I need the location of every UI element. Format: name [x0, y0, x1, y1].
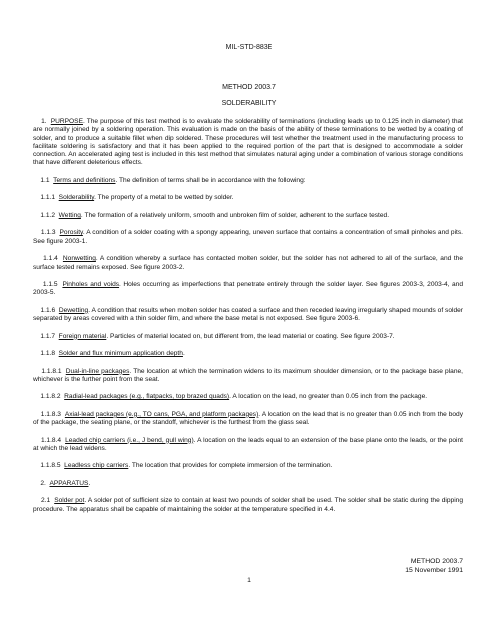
paragraph-text: . A location on the leads equal to an extension of the base plane onto the leads, or the point at which the lead widens.: [33, 436, 464, 452]
paragraph-heading: Leadless chip carriers: [64, 462, 129, 470]
paragraph-number: 2.: [40, 479, 46, 487]
paragraph-number: 1.1.8.4: [40, 436, 62, 444]
paragraph: [33, 307, 463, 324]
paragraph-text: . A condition whereby a surface has contacted molten solder, but the solder has not adhered to all of the surface, and the surface tested remains exposed. See figure 2003-2.: [33, 255, 463, 271]
page-number: 1: [247, 577, 251, 584]
method-number: METHOD 2003.7: [222, 84, 276, 91]
paragraph-number: 1.1.1: [40, 194, 55, 202]
paragraph-heading: Wetting: [58, 211, 81, 219]
paragraph-number: 1.1.4: [43, 255, 58, 263]
paragraph-number: 1.: [41, 118, 47, 125]
paragraph: [33, 437, 463, 454]
paragraph-text: . Particles of material located on, but different from, the lead material or coating. See figure 2003-7.: [106, 332, 395, 340]
paragraph-heading: Porosity: [59, 229, 83, 237]
footer: [405, 557, 463, 575]
paragraph: [33, 229, 463, 246]
document-body: [33, 118, 463, 523]
paragraph-heading: Dual-in-line packages: [65, 367, 130, 375]
paragraph-number: 1.1.8.1: [41, 367, 62, 375]
paragraph-heading: Terms and definitions: [53, 176, 116, 184]
paragraph-number: 1.1.8.2: [40, 393, 61, 401]
paragraph-number: 1.1.3: [40, 229, 56, 237]
paragraph-text: . A solder pot of sufficient size to contain at least two pounds of solder shall be used. The solder shall be static during the dipping procedure. The apparatus shall be capable of maintaining the solder at the temperature specified in 4.4.: [33, 497, 464, 513]
paragraph-text: . The formation of a relatively uniform, smooth and unbroken film of solder, adherent to the surface tested.: [80, 211, 390, 219]
paragraph: [33, 212, 463, 220]
paragraph-text: . A condition of a solder coating with a spongy appearing, uneven surface that contains a concentration of small pinholes and pits. See figure 2003-1.: [33, 229, 463, 245]
paragraph-number: 2.1: [41, 497, 51, 505]
paragraph-text: . The purpose of this test method is to evaluate the solderability of terminations (including leads up to 0.125 inch in diameter) that are normally joined by a soldering operation. This evaluation is made on the basis of the ability of these terminations to be wetted by a coating of solder, and to produce a suitable fillet when dip soldered. These procedures will test whether the treatment used in the manufacturing process to facilitate soldering is satisfactory and that it has been applied to the required portion of the part that is designed to accommodate a solder connection. An accelerated aging test is included in this test method that simulates natural aging under a combination of various storage conditions that have different deleterious effects.: [33, 118, 463, 167]
paragraph-heading: Foreign material: [58, 332, 107, 340]
paragraph-number: 1.1.2: [40, 211, 55, 219]
paragraph-text: .: [182, 350, 185, 358]
paragraph-number: 1.1.8: [40, 350, 55, 358]
paragraph: [33, 480, 463, 488]
paragraph-heading: Radial-lead packages (e.g., flatpacks, top brazed quads): [64, 393, 230, 401]
paragraph-heading: Leaded chip carriers (i.e., J bend, gull wing): [65, 436, 194, 444]
paragraph: [33, 368, 463, 385]
paragraph-text: . The property of a metal to be wetted by solder.: [94, 194, 234, 202]
paragraph: [33, 194, 463, 202]
paragraph-number: 1.1.8.5: [40, 462, 61, 470]
paragraph-heading: Pinholes and voids: [62, 280, 120, 288]
paragraph-text: . A location on the lead that is no greater than 0.05 inch from the body of the package, the seating plane, or the standoff, whichever is the furthest from the glass seal.: [33, 410, 464, 427]
paragraph-text: . The location at which the termination widens to its maximum shoulder dimension, or to the package base plane, whichever is the further point from the seat.: [33, 367, 464, 383]
paragraph-text: . A location on the lead, no greater than 0.05 inch from the package.: [229, 393, 428, 401]
paragraph-heading: Solder pot: [54, 497, 85, 505]
paragraph-heading: Dewetting: [58, 306, 89, 314]
paragraph: [33, 462, 463, 470]
paragraph: [33, 411, 463, 428]
paragraph-number: 1.1: [40, 176, 50, 184]
paragraph-text: . The location that provides for complete immersion of the termination.: [128, 462, 333, 470]
paragraph-number: 1.1.7: [40, 332, 55, 340]
paragraph-heading: Solderability: [58, 194, 95, 202]
paragraph-heading: Nonwetting: [62, 255, 96, 263]
paragraph-number: 1.1.5: [42, 280, 58, 288]
paragraph: [33, 118, 463, 168]
paragraph: [33, 497, 463, 514]
footer-date: 15 November 1991: [405, 567, 463, 574]
paragraph: [33, 333, 463, 341]
paragraph-text: .: [88, 479, 91, 487]
paragraph: [33, 393, 463, 401]
paragraph-text: . The definition of terms shall be in accordance with the following:: [115, 176, 306, 184]
page-title: SOLDERABILITY: [221, 100, 277, 107]
paragraph-heading: PURPOSE: [50, 118, 83, 125]
paragraph: [33, 177, 463, 185]
standard-number: MIL-STD-883E: [225, 44, 273, 51]
paragraph-heading: APPARATUS: [49, 479, 89, 487]
paragraph-number: 1.1.6: [40, 306, 56, 314]
paragraph: [33, 350, 463, 358]
footer-method: METHOD 2003.7: [410, 558, 463, 565]
paragraph-text: . A condition that results when molten solder has coated a surface and then receded leaving irregularly shaped mounds of solder separated by areas covered with a thin solder film, and where the base metal is not exposed. See figure 2003-6.: [33, 306, 464, 323]
paragraph: [33, 281, 463, 298]
paragraph: [33, 255, 463, 272]
paragraph-heading: Axial-lead packages (e.g., TO cans, PGA, and platform packages): [64, 410, 259, 418]
paragraph-heading: Solder and flux minimum application depth: [58, 350, 183, 358]
paragraph-text: . Holes occurring as imperfections that penetrate entirely through the solder layer. See figures 2003-3, 2003-4, and 2003-5.: [33, 280, 463, 297]
paragraph-number: 1.1.8.3: [40, 410, 61, 418]
